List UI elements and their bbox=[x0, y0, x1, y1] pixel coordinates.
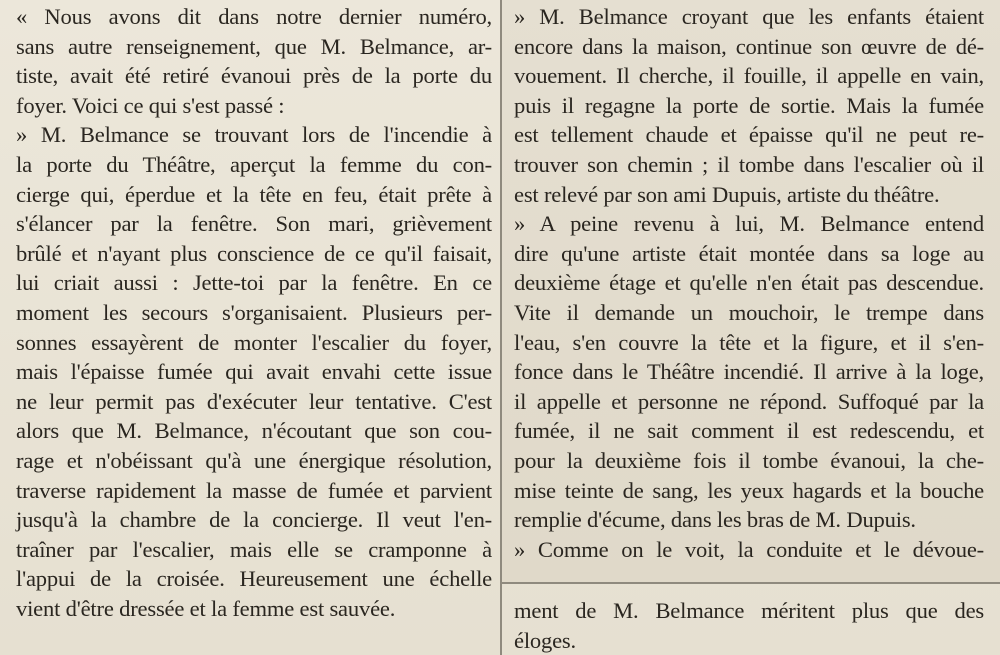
clipping-edge bbox=[502, 582, 1000, 584]
text-line: éloges. bbox=[514, 627, 576, 653]
text-line: remplie d'écume, dans les bras de M. Dupuis. bbox=[514, 507, 916, 533]
text-line: alors que M. Belmance, n'écoutant que son cou- bbox=[16, 418, 492, 444]
left-column bbox=[16, 2, 492, 623]
text-line: trouver son chemin ; il tombe dans l'escalier où il bbox=[514, 151, 984, 177]
text-line: fumée, il ne sait comment il est redescendu, et bbox=[514, 418, 984, 444]
text-line: lui criait aussi : Jette-toi par la fenêtre. En ce bbox=[16, 270, 492, 296]
text-line: traîner par l'escalier, mais elle se cramponne à bbox=[16, 536, 492, 562]
text-line: l'eau, s'en couvre la tête et la figure, et il s'en- bbox=[514, 329, 984, 355]
text-line: vouement. Il cherche, il fouille, il appelle en vain, bbox=[514, 63, 984, 89]
text-line: ne leur permit pas d'exécuter leur tentative. C'est bbox=[16, 388, 492, 414]
text-line: jusqu'à la chambre de la concierge. Il veut l'en- bbox=[16, 507, 492, 533]
text-line: pour la deuxième fois il tombe évanoui, la che- bbox=[514, 447, 984, 473]
text-line: puis il regagne la porte de sortie. Mais la fumée bbox=[514, 92, 984, 118]
text-line: rage et n'obéissant qu'à une énergique résolution, bbox=[16, 447, 492, 473]
text-line: l'appui de la croisée. Heureusement une échelle bbox=[16, 566, 492, 592]
text-line: foyer. Voici ce qui s'est passé : bbox=[16, 92, 285, 118]
text-line: Vite il demande un mouchoir, le trempe dans bbox=[514, 299, 984, 325]
text-line: cierge qui, éperdue et la tête en feu, était prête à bbox=[16, 181, 492, 207]
right-column bbox=[514, 2, 984, 564]
text-line: encore dans la maison, continue son œuvre de dé- bbox=[514, 33, 984, 59]
text-line: sonnes essayèrent de monter l'escalier du foyer, bbox=[16, 329, 492, 355]
text-line: ment de M. Belmance méritent plus que des bbox=[514, 598, 984, 623]
text-line: « Nous avons dit dans notre dernier numéro, bbox=[16, 4, 492, 29]
text-line: est relevé par son ami Dupuis, artiste du théâtre. bbox=[514, 181, 940, 207]
text-line: dire qu'une artiste était montée dans sa loge au bbox=[514, 240, 984, 266]
text-line: est tellement chaude et épaisse qu'il ne peut re- bbox=[514, 122, 984, 148]
text-line: tiste, avait été retiré évanoui près de la porte du bbox=[16, 63, 492, 89]
column-divider bbox=[500, 0, 502, 655]
text-line: sans autre renseignement, que M. Belmance, ar- bbox=[16, 33, 492, 59]
text-line: vient d'être dressée et la femme est sauvée. bbox=[16, 595, 396, 621]
text-line: traverse rapidement la masse de fumée et parvient bbox=[16, 477, 492, 503]
text-line: mais l'épaisse fumée qui avait envahi cette issue bbox=[16, 359, 492, 385]
text-line: moment les secours s'organisaient. Plusieurs per- bbox=[16, 299, 492, 325]
text-line: » A peine revenu à lui, M. Belmance entend bbox=[514, 211, 984, 237]
text-line: fonce dans le Théâtre incendié. Il arrive à la loge, bbox=[514, 359, 984, 385]
text-line: » M. Belmance se trouvant lors de l'incendie à bbox=[16, 122, 492, 148]
text-line: deuxième étage et qu'elle n'en était pas descendue. bbox=[514, 270, 984, 296]
text-line: brûlé et n'ayant plus conscience de ce qu'il faisait, bbox=[16, 240, 492, 266]
text-line: s'élancer par la fenêtre. Son mari, grièvement bbox=[16, 211, 492, 237]
text-line: » M. Belmance croyant que les enfants étaient bbox=[514, 4, 984, 29]
text-line: » Comme on le voit, la conduite et le dévoue- bbox=[514, 536, 984, 562]
text-line: mise teinte de sang, les yeux hagards et la bouche bbox=[514, 477, 984, 503]
text-line: il appelle et personne ne répond. Suffoqué par la bbox=[514, 388, 984, 414]
text-line: la porte du Théâtre, aperçut la femme du con- bbox=[16, 151, 492, 177]
right-column-continuation bbox=[514, 596, 984, 655]
